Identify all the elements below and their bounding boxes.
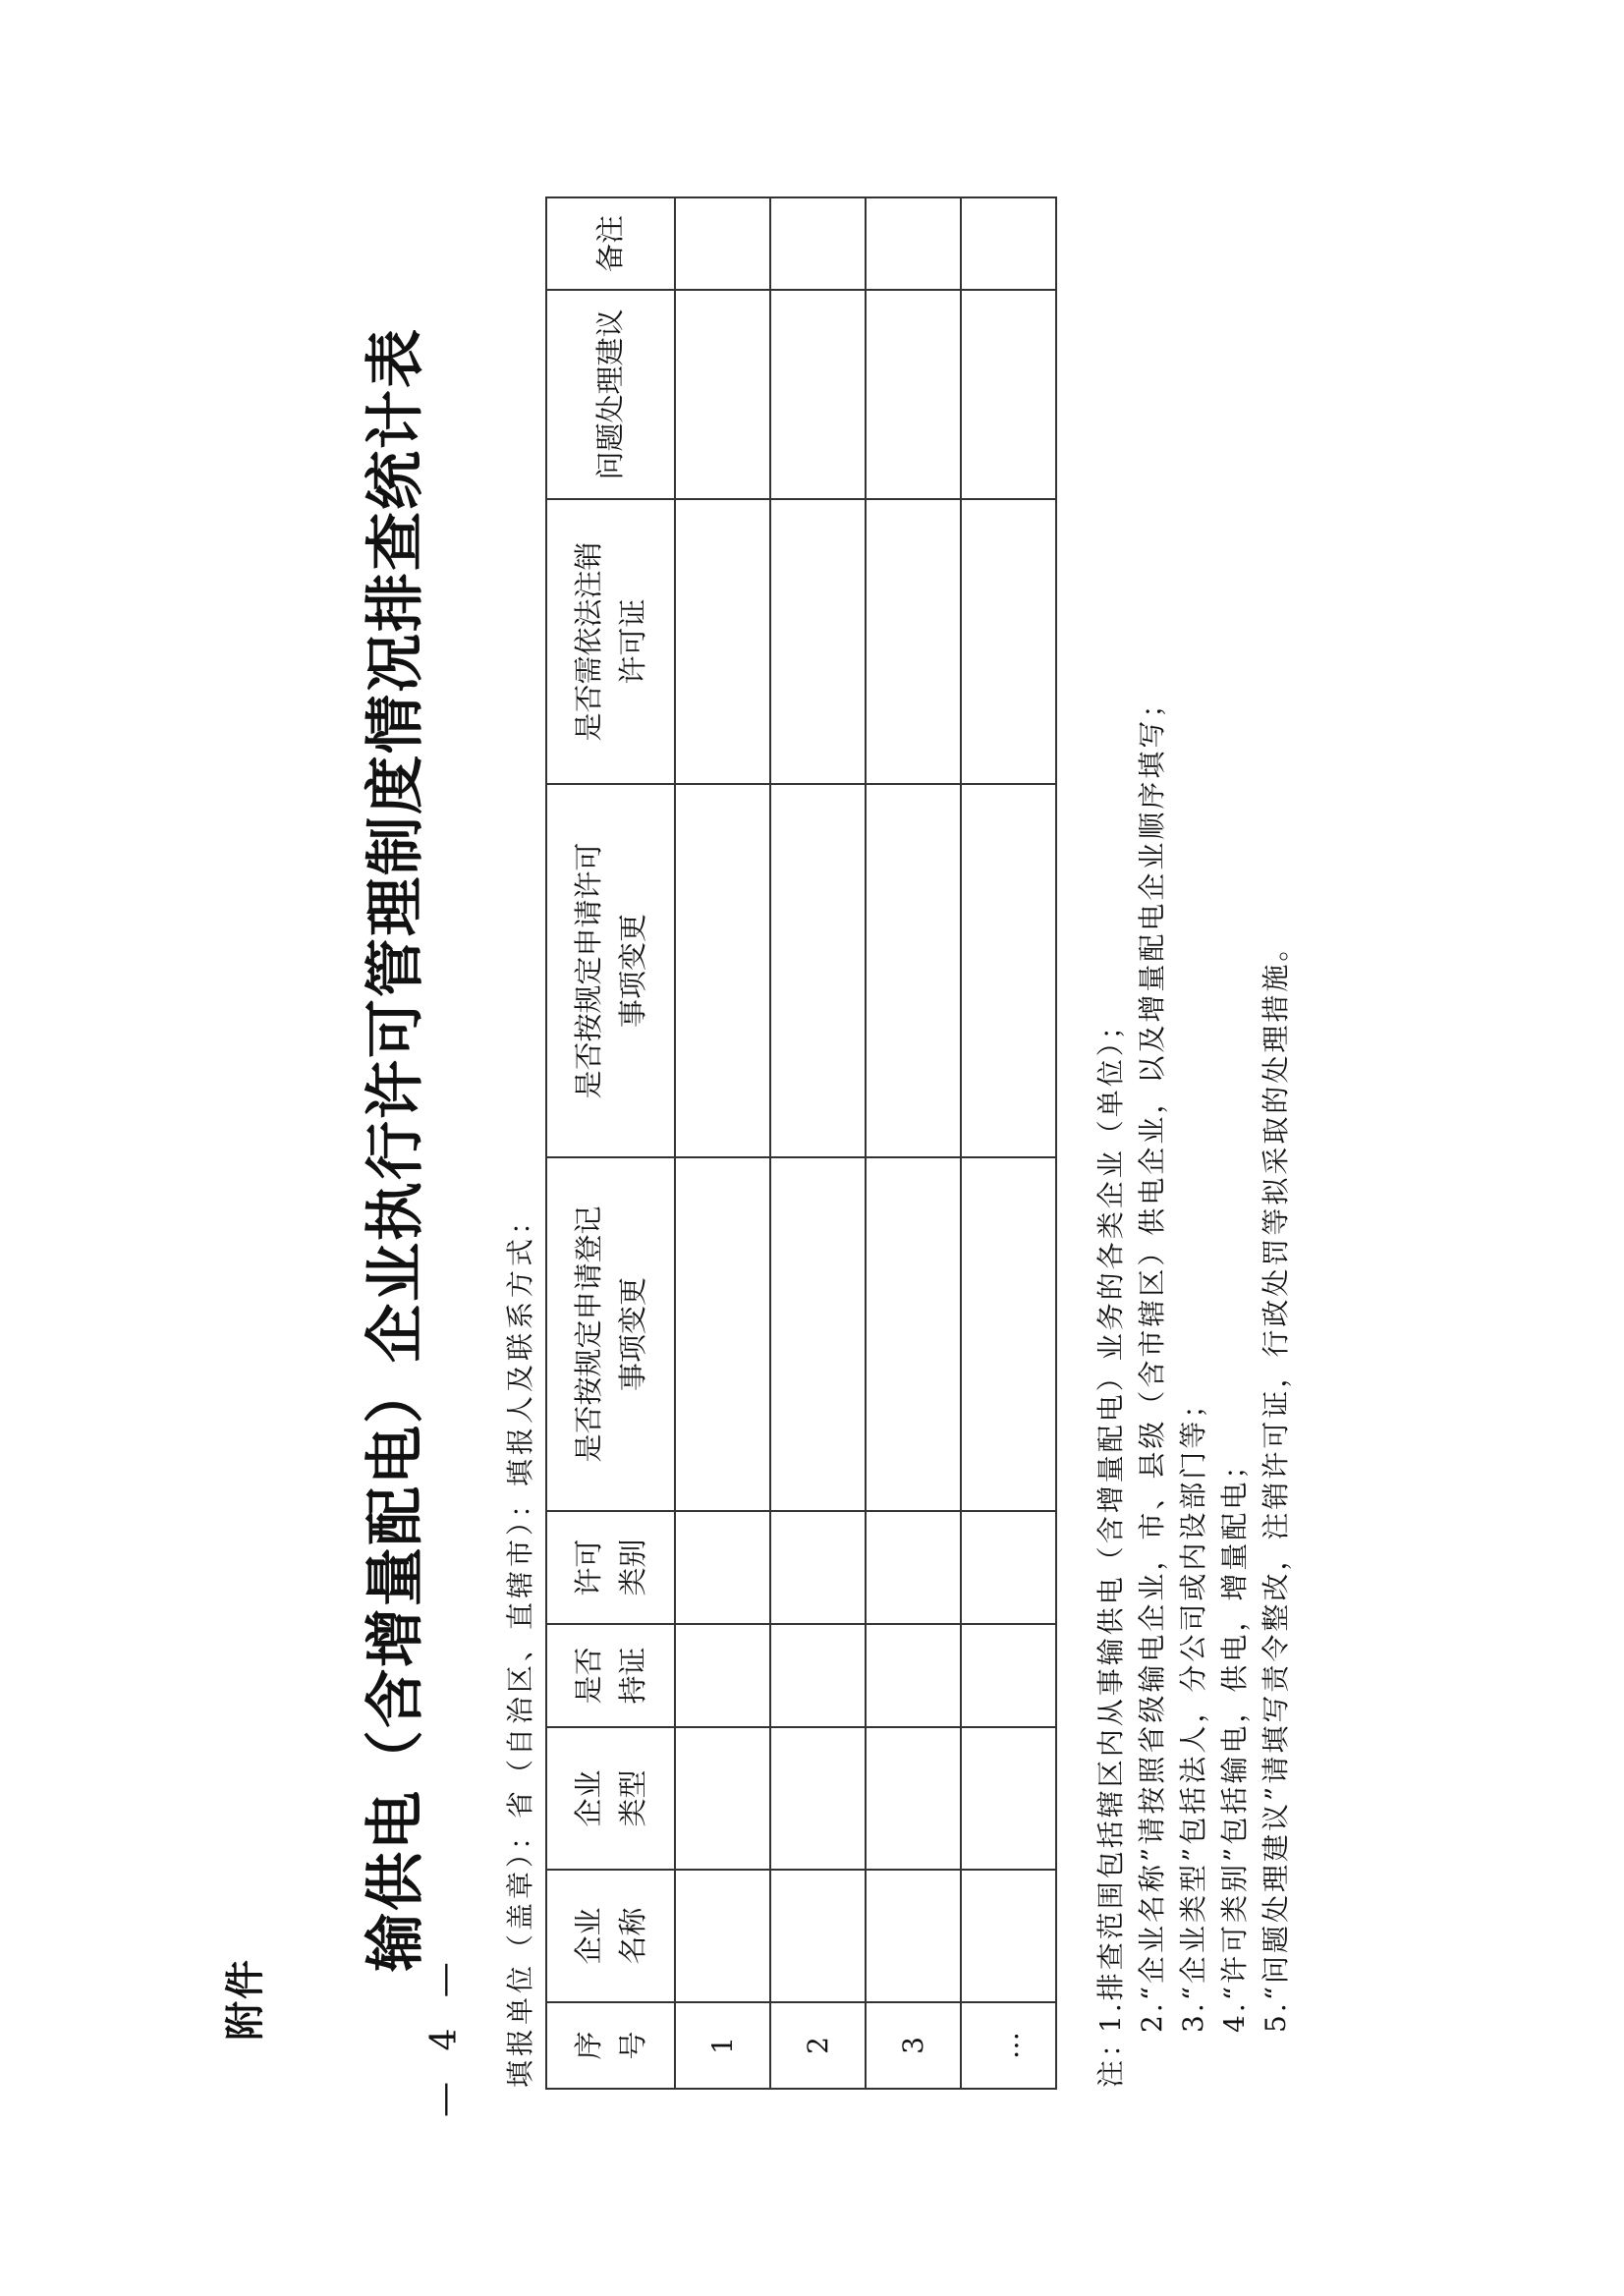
- attachment-label: 附件: [223, 1958, 268, 2041]
- table-row: [770, 197, 866, 2089]
- header-company-name: [546, 1870, 675, 2002]
- header-license-type-line2: 类别: [615, 1539, 649, 1596]
- note-line: [1091, 319, 1132, 2088]
- header-seq-line2: 号: [615, 2031, 649, 2060]
- cell-license-type: [961, 1511, 1056, 1624]
- cell-license-change: [770, 784, 866, 1157]
- header-suggestion-line1: 问题处理建议: [593, 308, 628, 480]
- cell-company-type: [770, 1727, 866, 1870]
- table-row: [866, 197, 961, 2089]
- row-index: …: [961, 2002, 1056, 2089]
- notes-prefix: 注：: [1094, 2026, 1127, 2088]
- row-index: 3: [866, 2002, 961, 2089]
- header-registration-change: [546, 1157, 675, 1511]
- cell-registration-change: [866, 1157, 961, 1511]
- cell-company-name: [866, 1870, 961, 2002]
- cell-license-type: [675, 1511, 770, 1624]
- note-line: [1132, 319, 1173, 2088]
- survey-table: [545, 196, 1057, 2090]
- cell-company-name: [961, 1870, 1056, 2002]
- cell-suggestion: [770, 290, 866, 499]
- cell-suggestion: [961, 290, 1056, 499]
- cell-company-name: [770, 1870, 866, 2002]
- header-company-type-line1: 企业: [571, 1769, 605, 1827]
- header-license-change: [546, 784, 675, 1157]
- header-license-type-line1: 许可: [571, 1539, 605, 1596]
- cell-cancel-license: [866, 499, 961, 784]
- header-license-change-line2: 事项变更: [615, 914, 649, 1029]
- header-seq: [546, 2002, 675, 2089]
- cell-suggestion: [866, 290, 961, 499]
- cell-license-type: [770, 1511, 866, 1624]
- cell-certified: [675, 1624, 770, 1727]
- cell-registration-change: [675, 1157, 770, 1511]
- cell-certified: [770, 1624, 866, 1727]
- table-row: [961, 197, 1056, 2089]
- note-item: 4.“许可类别”包括输电，供电，增量配电；: [1218, 1448, 1251, 2033]
- header-remark-line1: 备注: [593, 215, 628, 273]
- cell-certified: [866, 1624, 961, 1727]
- header-company-type-line2: 类型: [615, 1769, 649, 1827]
- cell-company-type: [675, 1727, 770, 1870]
- page-number: — 4 —: [424, 1952, 465, 2117]
- header-remark: [546, 197, 675, 290]
- cell-cancel-license: [961, 499, 1056, 784]
- cell-registration-change: [961, 1157, 1056, 1511]
- cell-remark: [866, 197, 961, 290]
- header-license-type: [546, 1511, 675, 1624]
- table-row: [675, 197, 770, 2089]
- document-title: 输供电（含增量配电）企业执行许可管理制度情况排查统计表: [362, 327, 430, 1972]
- cell-certified: [961, 1624, 1056, 1727]
- header-suggestion: [546, 290, 675, 499]
- note-line: [1173, 319, 1214, 2088]
- note-item: 1.排查范围包括辖区内从事输供电（含增量配电）业务的各类企业（单位）；: [1094, 1009, 1127, 2033]
- header-company-name-line1: 企业: [571, 1907, 605, 1965]
- row-index: 1: [675, 2002, 770, 2089]
- header-cancel-license: [546, 499, 675, 784]
- header-company-type: [546, 1727, 675, 1870]
- header-certified: [546, 1624, 675, 1727]
- cell-company-type: [866, 1727, 961, 1870]
- header-seq-line1: 序: [571, 2031, 605, 2060]
- cell-license-change: [675, 784, 770, 1157]
- cell-cancel-license: [675, 499, 770, 784]
- header-registration-change-line1: 是否按规定申请登记: [571, 1205, 605, 1463]
- row-index: 2: [770, 2002, 866, 2089]
- fill-in-line: 填报单位（盖章）：省（自治区、直辖市）：填报人及联系方式：: [504, 1203, 536, 2088]
- note-item: 5.“问题处理建议”请填写责令整改，注销许可证，行政处罚等拟采取的处理措施。: [1260, 930, 1292, 2033]
- header-certified-line2: 持证: [615, 1647, 649, 1705]
- note-item: 3.“企业类型”包括法人，分公司或内设部门等；: [1177, 1387, 1209, 2033]
- header-certified-line1: 是否: [571, 1647, 605, 1705]
- cell-remark: [770, 197, 866, 290]
- cell-license-change: [866, 784, 961, 1157]
- cell-suggestion: [675, 290, 770, 499]
- header-company-name-line2: 名称: [615, 1907, 649, 1965]
- cell-license-change: [961, 784, 1056, 1157]
- header-cancel-license-line1: 是否需依法注销: [571, 541, 605, 742]
- note-line: [1214, 319, 1256, 2088]
- cell-company-type: [961, 1727, 1056, 1870]
- header-cancel-license-line2: 许可证: [615, 598, 649, 685]
- cell-license-type: [866, 1511, 961, 1624]
- table-header-row: [546, 197, 675, 2089]
- note-line: [1256, 319, 1297, 2088]
- cell-remark: [961, 197, 1056, 290]
- notes-section: [1091, 319, 1297, 2088]
- cell-registration-change: [770, 1157, 866, 1511]
- header-license-change-line1: 是否按规定申请许可: [571, 842, 605, 1099]
- header-registration-change-line2: 事项变更: [615, 1277, 649, 1392]
- cell-company-name: [675, 1870, 770, 2002]
- cell-remark: [675, 197, 770, 290]
- note-item: 2.“企业名称”请按照省级输电企业，市、县级（含市辖区）供电企业，以及增量配电企业顺序填写；: [1136, 687, 1168, 2033]
- cell-cancel-license: [770, 499, 866, 784]
